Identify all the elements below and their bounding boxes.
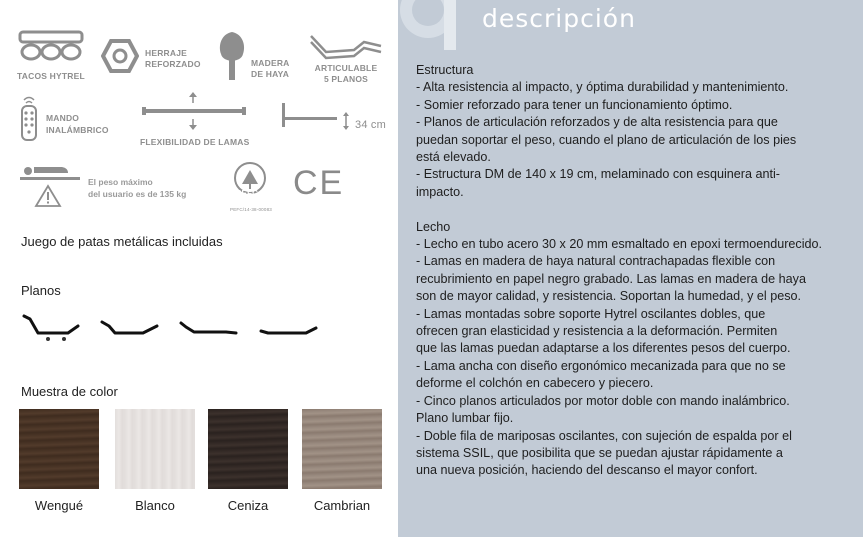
flex-label: FLEXIBILIDAD DE LAMAS bbox=[140, 137, 250, 147]
tacos-hytrel-icon bbox=[18, 30, 84, 66]
articulated-bed-icon bbox=[308, 30, 384, 60]
pefc-code: PEFC/14-38-00083 bbox=[230, 207, 272, 212]
estructura-line: - Estructura DM de 140 x 19 cm, melaminado con esquinera anti- bbox=[416, 167, 780, 182]
estructura-line: - Alta resistencia al impacto, y óptima durabilidad y mantenimiento. bbox=[416, 80, 789, 95]
lecho-line: Plano lumbar fijo. bbox=[416, 411, 514, 426]
peso-note-1: El peso máximo bbox=[88, 177, 153, 187]
estructura-line: puedan soportar el peso, cuando el plano de articulación de los pies bbox=[416, 132, 797, 147]
lecho-title: Lecho bbox=[416, 219, 451, 234]
muestra-title: Muestra de color bbox=[21, 384, 118, 399]
lecho-line: sistema SSIL, que posibilita que se puedan ajustar rápidamente a bbox=[416, 445, 783, 460]
swatch-cambrian bbox=[302, 409, 382, 489]
left-panel bbox=[0, 0, 398, 537]
lecho-line: - Lamas en madera de haya natural contrachapadas flexible con bbox=[416, 254, 776, 269]
madera-label-1: MADERA bbox=[251, 58, 290, 68]
swatch-blanco bbox=[115, 409, 195, 489]
description-body bbox=[416, 62, 856, 480]
herraje-label-1: HERRAJE bbox=[145, 48, 188, 58]
swatch-label-cambrian: Cambrian bbox=[313, 498, 371, 513]
articulable-label-2: 5 PLANOS bbox=[323, 74, 369, 84]
mando-label-1: MANDO bbox=[46, 113, 80, 123]
lecho-line: que las lamas puedan adaptarse a los diferentes pesos del cuerpo. bbox=[416, 341, 791, 356]
plano-shape-2 bbox=[99, 311, 161, 345]
sleeping-person-icon bbox=[18, 162, 82, 182]
swatch-ceniza bbox=[208, 409, 288, 489]
height-icon bbox=[280, 101, 352, 131]
swatch-label-wengue: Wengué bbox=[34, 498, 84, 513]
lecho-line: recubrimiento en papel negro grabado. Las lamas en madera de haya bbox=[416, 271, 806, 286]
lecho-line: ofrecen gran elasticidad y resistencia a la deformación. Permiten bbox=[416, 324, 778, 339]
estructura-line: - Somier reforzado para tener un funcionamiento óptimo. bbox=[416, 97, 733, 112]
madera-label-2: DE HAYA bbox=[251, 69, 290, 79]
plano-shape-3 bbox=[178, 311, 240, 345]
estructura-line: impacto. bbox=[416, 184, 464, 199]
hex-nut-icon bbox=[101, 38, 139, 74]
description-panel bbox=[398, 0, 863, 537]
tacos-label: TACOS HYTREL bbox=[17, 71, 85, 81]
tree-icon bbox=[217, 30, 247, 82]
ce-mark: CE bbox=[293, 164, 345, 202]
planos-title: Planos bbox=[21, 283, 61, 298]
lecho-line: una nueva posición, haciendo del descanso el mayor confort. bbox=[416, 463, 758, 478]
mando-label-2: INALÁMBRICO bbox=[46, 125, 109, 135]
swatch-label-ceniza: Ceniza bbox=[227, 498, 269, 513]
lecho-line: - Lama ancha con diseño ergonómico mecanizada para que no se bbox=[416, 358, 786, 373]
pefc-label: PEFC bbox=[236, 189, 259, 198]
articulable-label-1: ARTICULABLE bbox=[314, 63, 378, 73]
description-title: descripción bbox=[482, 4, 636, 33]
lecho-line: son de mayor calidad, y resistencia. Soportan la humedad, y el peso. bbox=[416, 289, 802, 304]
lecho-line: - Cinco planos articulados por motor doble con mando inalámbrico. bbox=[416, 393, 790, 408]
estructura-title: Estructura bbox=[416, 63, 474, 77]
description-header bbox=[398, 0, 863, 50]
q-logo-icon bbox=[398, 0, 478, 50]
height-label: 34 cm bbox=[355, 119, 386, 131]
estructura-line: está elevado. bbox=[416, 150, 491, 165]
patas-text: Juego de patas metálicas incluidas bbox=[21, 234, 223, 249]
remote-control-icon bbox=[18, 94, 40, 142]
plano-shape-4 bbox=[258, 311, 320, 345]
plano-shape-1 bbox=[20, 311, 82, 345]
herraje-label-2: REFORZADO bbox=[145, 59, 201, 69]
lecho-line: - Lamas montadas sobre soporte Hytrel oscilantes dobles, que bbox=[416, 306, 766, 321]
swatch-label-blanco: Blanco bbox=[135, 498, 175, 513]
lecho-line: - Doble fila de mariposas oscilantes, con sujeción de espalda por el bbox=[416, 428, 792, 443]
lecho-line: - Lecho en tubo acero 30 x 20 mm esmaltado en epoxi termoendurecido. bbox=[416, 237, 823, 252]
swatch-wengue bbox=[19, 409, 99, 489]
lecho-line: deforme el colchón en cabecero y piecero. bbox=[416, 376, 654, 391]
peso-note-2: del usuario es de 135 kg bbox=[88, 189, 187, 199]
flex-slat-icon bbox=[142, 91, 246, 133]
warning-triangle-icon bbox=[34, 184, 62, 208]
estructura-line: - Planos de articulación reforzados y de alta resistencia para que bbox=[416, 115, 778, 130]
